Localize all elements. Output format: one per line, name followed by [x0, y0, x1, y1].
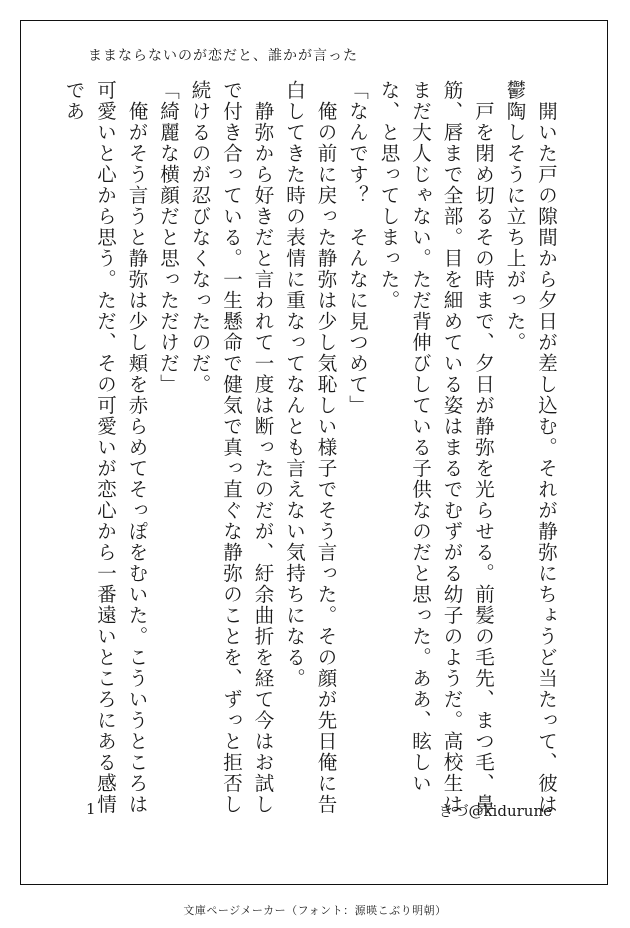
author-handle: きづ@kidurune: [438, 802, 552, 820]
footer-credit: 文庫ページメーカー（フォント：源暎こぶり明朝）: [183, 904, 447, 917]
body-text: 開いた戸の隙間から夕日が差し込む。それが静弥にちょうど当たって、彼は鬱陶しそうに立ち上がった。 戸を閉め切るその時まで、夕日が静弥を光らせる。前髪の毛先、まつ毛、鼻筋、唇まで全部。目を細めている姿はまるでむずがる幼子のようだ。高校生はまだ大人じゃない。ただ背伸びしている子供なのだと思った。ああ、眩しいな、と思ってしまった。 「なんです？ そんなに見つめて」 俺の前に戻った静弥は少し気恥しい様子でそう言った。その顔が先日俺に告白してきた時の表情に重なってなんとも言えない気持ちになる。 静弥から好きだと言われて一度は断ったのだが、紆余曲折を経て今はお試しで付き合っている。一生懸命で健気で真っ直ぐな静弥のことを、ずっと拒否し続けるのが忍びなくなったのだ。 「綺麗な横顔だと思っただけだ」 俺がそう言うと静弥は少し頬を赤らめてそっぽをむいた。こういうところは可愛いと心から思う。ただ、その可愛いが恋心から一番遠いところにある感情であ: [62, 80, 558, 815]
page-title: ままならないのが恋だと、誰かが言った: [88, 48, 358, 64]
page-number: 1: [86, 800, 96, 818]
